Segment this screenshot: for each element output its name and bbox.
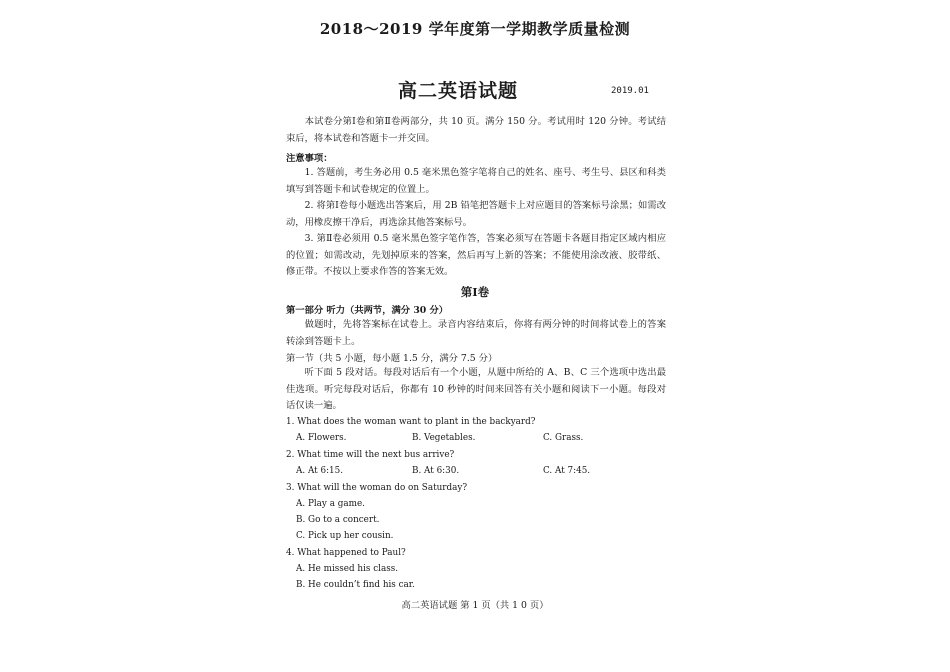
exam-header: 2018～2019 学年度第一学期教学质量检测 [319, 20, 631, 38]
q1-option-c: C. Grass. [543, 433, 584, 443]
part1-instructions: 做题时，先将答案标在试卷上。录音内容结束后，你将有两分钟的时间将试卷上的答案转涂到答题卡上。 [286, 319, 666, 347]
q1-option-b: B. Vegetables. [412, 433, 476, 443]
subsection1-instructions: 听下面 5 段对话。每段对话后有一个小题，从题中所给的 A、B、C 三个选项中选出最佳选项。听完每段对话后，你都有 10 秒钟的时间来回答有关小题和阅读下一小题。每段对话仅读一遍。 [286, 367, 666, 411]
q4-option-a: A. He missed his class. [296, 564, 399, 574]
note-2: 2. 将第Ⅰ卷每小题选出答案后，用 2B 铅笔把答题卡上对应题目的答案标号涂黑；如需改动，用橡皮擦干净后，再选涂其他答案标号。 [286, 200, 666, 228]
subsection1-title: 第一节（共 5 小题，每小题 1.5 分，满分 7.5 分） [286, 353, 498, 364]
q1-option-a: A. Flowers. [296, 433, 347, 443]
part1-title: 第一部分 听力（共两节，满分 30 分） [286, 305, 449, 316]
exam-date: 2019.01 [611, 86, 649, 96]
q4-option-b: B. He couldn’t find his car. [296, 580, 415, 590]
question-4: 4. What happened to Paul? [286, 548, 406, 558]
section-title: 第Ⅰ卷 [460, 285, 490, 299]
page-footer: 高二英语试题 第 1 页（共 1 0 页） [401, 600, 549, 611]
q2-option-b: B. At 6:30. [412, 466, 460, 476]
intro-paragraph: 本试卷分第Ⅰ卷和第Ⅱ卷两部分，共 10 页。满分 150 分。考试用时 120 分钟。考试结束后，将本试卷和答题卡一并交回。 [286, 116, 666, 144]
q2-option-c: C. At 7:45. [543, 466, 591, 476]
q2-option-a: A. At 6:15. [296, 466, 344, 476]
note-1: 1. 答题前，考生务必用 0.5 毫米黑色签字笔将自己的姓名、座号、考生号、县区和科类填写到答题卡和试卷规定的位置上。 [286, 167, 666, 195]
question-3: 3. What will the woman do on Saturday? [286, 483, 468, 493]
q3-option-a: A. Play a game. [296, 499, 365, 509]
question-1: 1. What does the woman want to plant in the backyard? [286, 417, 536, 427]
q3-option-b: B. Go to a concert. [296, 515, 380, 525]
q3-option-c: C. Pick up her cousin. [296, 531, 394, 541]
notes-title: 注意事项： [286, 153, 333, 164]
note-3: 3. 第Ⅱ卷必须用 0.5 毫米黑色签字笔作答，答案必须写在答题卡各题目指定区域内相应的位置；如需改动，先划掉原来的答案，然后再写上新的答案；不能使用涂改液、胶带纸、修正带。不按以上要求作答的答案无效。 [286, 233, 666, 277]
exam-title: 高二英语试题 [398, 80, 519, 102]
question-2: 2. What time will the next bus arrive? [286, 450, 455, 460]
